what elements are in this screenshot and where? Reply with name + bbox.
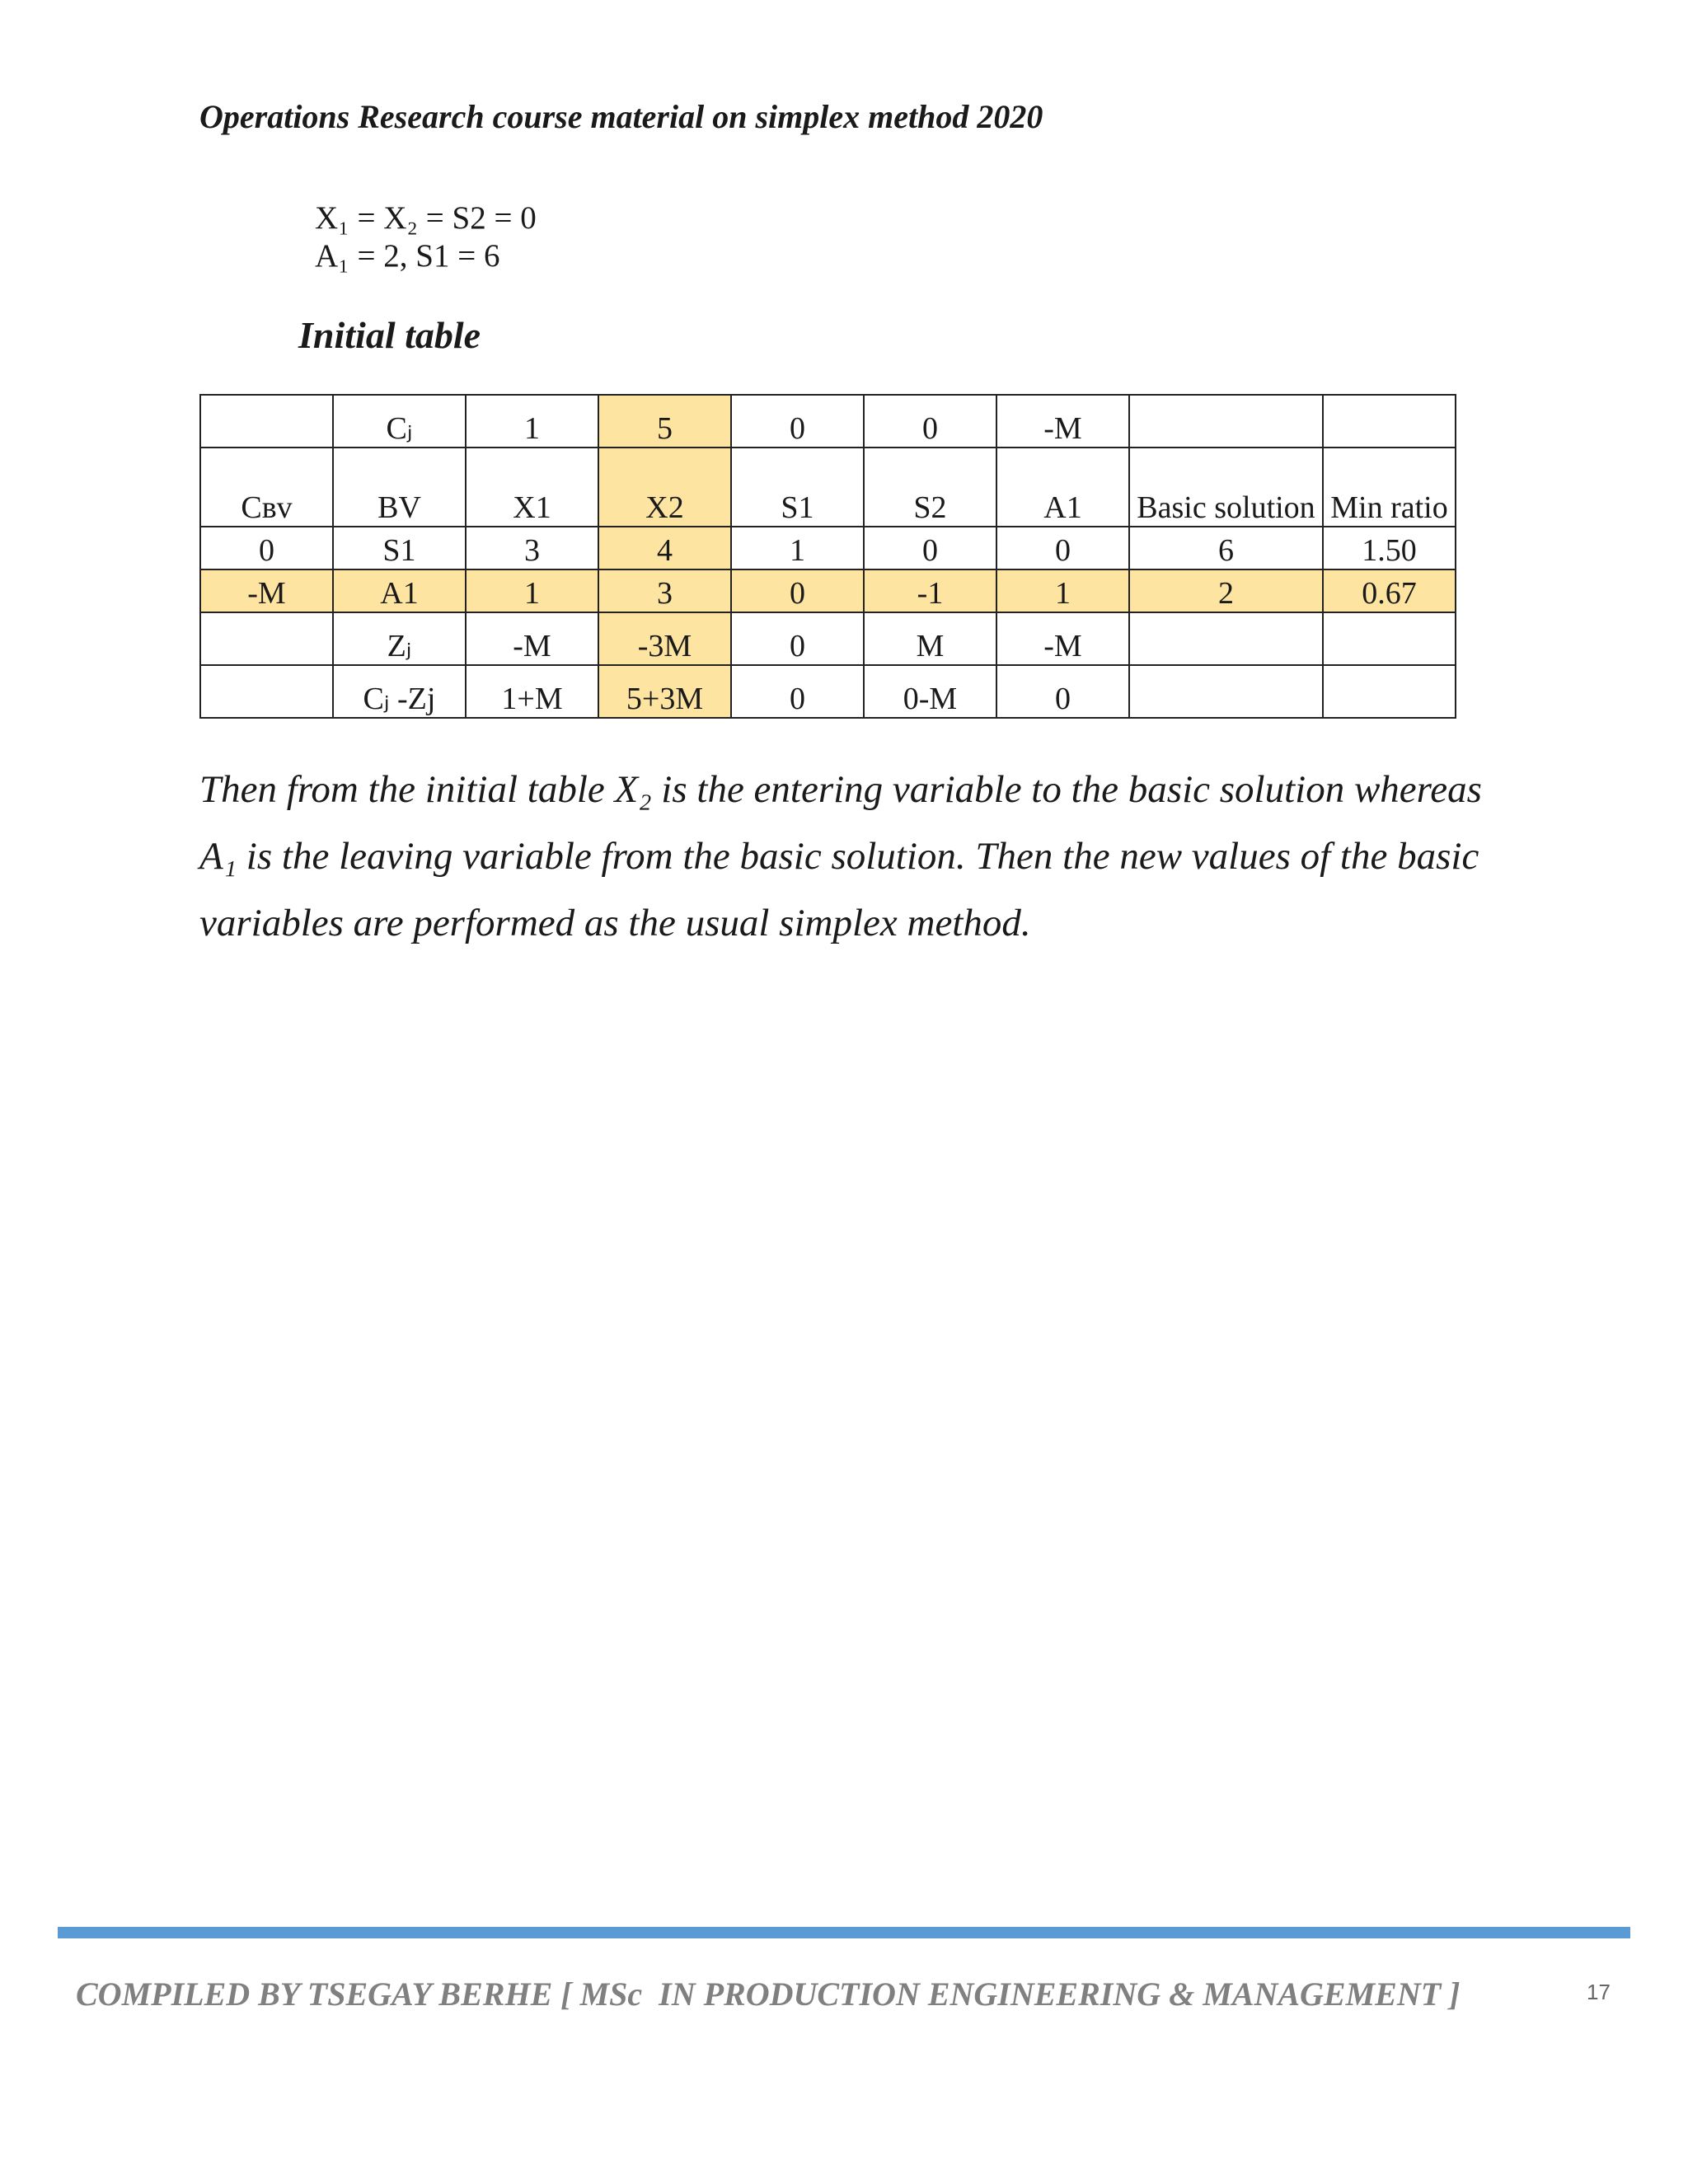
cj-zj-label: Cⱼ -Zj [333,665,466,718]
table-cell: 3 [466,527,598,569]
header-x1: X1 [466,448,598,527]
table-cell-empty [1323,612,1456,665]
cj-zj-s1: 0 [731,665,864,718]
page-number: 17 [1587,1980,1611,2004]
table-cell: 1 [466,569,598,612]
cj-label: Cⱼ [333,395,466,448]
header-cbv: Cʙᴠ [200,448,333,527]
cj-zj-x2: 5+3M [598,665,731,718]
header-bv: BV [333,448,466,527]
cj-zj-x1: 1+M [466,665,598,718]
table-cell: 6 [1129,527,1323,569]
table-cell-empty [1323,665,1456,718]
cj-x1: 1 [466,395,598,448]
table-cell: 0 [731,569,864,612]
table-cell: 1 [996,569,1129,612]
table-cell-empty [1129,665,1323,718]
zj-x1: -M [466,612,598,665]
table-cell-empty [200,665,333,718]
zj-a1: -M [996,612,1129,665]
zj-row [200,612,1456,665]
table-cell-empty [200,395,333,448]
table-row-a1-pivot [200,569,1456,612]
condition-line-zero-vars: X₁ = X₂ = S2 = 0 [315,200,537,236]
header-s1: S1 [731,448,864,527]
paragraph-line: A₁ is the leaving variable from the basic solution. Then the new values of the basic [199,835,1479,878]
footer-credit: COMPILED BY TSEGAY BERHE [ MSc IN PRODUCTION ENGINEERING & MANAGEMENT ] [76,1975,1461,2013]
zj-s2: M [864,612,996,665]
table-cell: -M [200,569,333,612]
column-header-row [200,448,1456,527]
table-cell: 1.50 [1323,527,1456,569]
header-s2: S2 [864,448,996,527]
zj-x2: -3M [598,612,731,665]
condition-line-basic-vars: A₁ = 2, S1 = 6 [315,238,500,274]
table-cell: 0.67 [1323,569,1456,612]
table-cell: 4 [598,527,731,569]
table-cell-pivot: 3 [598,569,731,612]
cj-s1: 0 [731,395,864,448]
paragraph-line: Then from the initial table X₂ is the entering variable to the basic solution whereas [199,768,1482,811]
initial-simplex-table [199,394,1456,719]
cj-x2: 5 [598,395,731,448]
table-cell: 0 [996,527,1129,569]
footer-divider [58,1927,1630,1938]
explanation-paragraph [199,757,1510,957]
zj-label: Zⱼ [333,612,466,665]
header-x2: X2 [598,448,731,527]
table-cell: A1 [333,569,466,612]
zj-s1: 0 [731,612,864,665]
header-min-ratio: Min ratio [1323,448,1456,527]
document-header: Operations Research course material on simplex method 2020 [199,98,1043,135]
table-cell: S1 [333,527,466,569]
table-heading: Initial table [298,314,481,356]
cj-s2: 0 [864,395,996,448]
table-cell-empty [1323,395,1456,448]
table-cell: 2 [1129,569,1323,612]
table-row-s1 [200,527,1456,569]
header-a1: A1 [996,448,1129,527]
table-cell-empty [200,612,333,665]
paragraph-line: variables are performed as the usual simplex method. [199,902,1031,944]
table-cell-empty [1129,395,1323,448]
table-cell: 1 [731,527,864,569]
table-cell: -1 [864,569,996,612]
table-cell: 0 [864,527,996,569]
header-basic-solution: Basic solution [1129,448,1323,527]
cj-row [200,395,1456,448]
cj-zj-s2: 0-M [864,665,996,718]
table-cell-empty [1129,612,1323,665]
cj-zj-row [200,665,1456,718]
table-cell: 0 [200,527,333,569]
cj-a1: -M [996,395,1129,448]
cj-zj-a1: 0 [996,665,1129,718]
